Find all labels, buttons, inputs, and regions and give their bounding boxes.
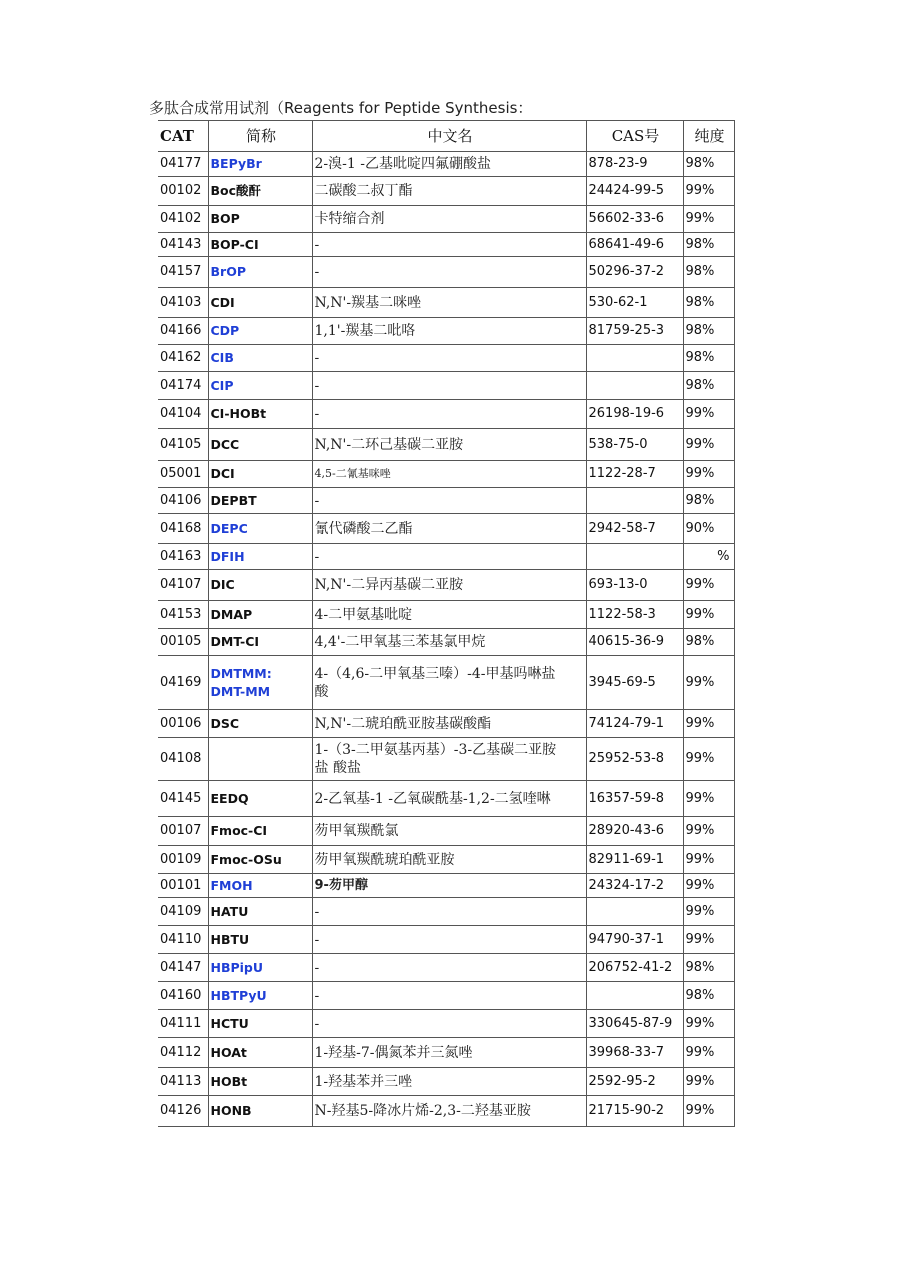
abbr-cell: BrOP xyxy=(208,257,312,288)
table-row xyxy=(158,898,734,926)
purity-cell: 99% xyxy=(683,429,734,461)
purity-cell: 99% xyxy=(683,570,734,601)
purity-cell: 98% xyxy=(683,288,734,318)
abbr-line: DMTMM: xyxy=(210,665,272,681)
cn-name-cell xyxy=(312,738,586,781)
purity-cell: 99% xyxy=(683,781,734,817)
cn-name-cell: 1-羟基苯并三唑 xyxy=(312,1068,586,1096)
cn-name-cell: - xyxy=(312,257,586,288)
cas-cell xyxy=(586,544,683,570)
cas-cell: 39968-33-7 xyxy=(586,1038,683,1068)
cas-cell: 530-62-1 xyxy=(586,288,683,318)
cas-cell xyxy=(586,345,683,372)
table-row xyxy=(158,488,734,514)
cas-cell: 74124-79-1 xyxy=(586,710,683,738)
cas-cell: 68641-49-6 xyxy=(586,233,683,257)
abbr-line: DMT-MM xyxy=(210,683,271,699)
table-row xyxy=(158,514,734,544)
abbr-cell: BOP xyxy=(208,206,312,233)
cas-cell: 16357-59-8 xyxy=(586,781,683,817)
cat-cell: 04143 xyxy=(158,233,208,257)
cn-name-line: 酸 xyxy=(314,683,329,700)
cas-cell: 25952-53-8 xyxy=(586,738,683,781)
cat-cell: 04160 xyxy=(158,982,208,1010)
purity-cell: 98% xyxy=(683,257,734,288)
cn-name-cell: - xyxy=(312,954,586,982)
cat-cell: 00109 xyxy=(158,846,208,874)
cas-cell: 693-13-0 xyxy=(586,570,683,601)
table-row xyxy=(158,152,734,177)
abbr-cell: DCC xyxy=(208,429,312,461)
cat-cell: 04169 xyxy=(158,656,208,710)
abbr-cell: HONB xyxy=(208,1096,312,1127)
cn-name-line: 4-（4,6-二甲氧基三嗪）-4-甲基吗啉盐 xyxy=(314,665,556,682)
table-row xyxy=(158,1068,734,1096)
cat-cell: 00106 xyxy=(158,710,208,738)
abbr-cell: CI-HOBt xyxy=(208,400,312,429)
table-row xyxy=(158,982,734,1010)
cat-cell: 04153 xyxy=(158,601,208,629)
table-row xyxy=(158,601,734,629)
table-row xyxy=(158,233,734,257)
purity-cell: 99% xyxy=(683,177,734,206)
table-row xyxy=(158,1010,734,1038)
purity-cell: 98% xyxy=(683,629,734,656)
abbr-cell: HOBt xyxy=(208,1068,312,1096)
purity-cell: 98% xyxy=(683,954,734,982)
abbr-cell: CIB xyxy=(208,345,312,372)
cn-name-cell: - xyxy=(312,488,586,514)
abbr-cell xyxy=(208,738,312,781)
purity-cell: 99% xyxy=(683,710,734,738)
cn-name-cell: - xyxy=(312,898,586,926)
cn-name-cell: 芴甲氧羰酰氯 xyxy=(312,817,586,846)
cn-name-cell: N,N'-二琥珀酰亚胺基碳酸酯 xyxy=(312,710,586,738)
cn-name-cell: N-羟基5-降冰片烯-2,3-二羟基亚胺 xyxy=(312,1096,586,1127)
abbr-cell: Boc酸酐 xyxy=(208,177,312,206)
cat-cell: 04166 xyxy=(158,318,208,345)
cat-cell: 04106 xyxy=(158,488,208,514)
purity-cell: 98% xyxy=(683,488,734,514)
purity-cell: 99% xyxy=(683,1096,734,1127)
abbr-cell: HBTU xyxy=(208,926,312,954)
cn-name-cell: 1-羟基-7-偶氮苯并三氮唑 xyxy=(312,1038,586,1068)
cat-cell: 04107 xyxy=(158,570,208,601)
cn-name-cell: - xyxy=(312,926,586,954)
cn-name-cell: - xyxy=(312,1010,586,1038)
cas-cell xyxy=(586,488,683,514)
cat-cell: 04174 xyxy=(158,372,208,400)
cn-name-cell: 氰代磷酸二乙酯 xyxy=(312,514,586,544)
abbr-cell: HATU xyxy=(208,898,312,926)
cas-cell: 878-23-9 xyxy=(586,152,683,177)
purity-cell: % xyxy=(683,544,734,570)
cat-cell: 04126 xyxy=(158,1096,208,1127)
purity-cell: 99% xyxy=(683,846,734,874)
table-row xyxy=(158,954,734,982)
cat-cell: 04157 xyxy=(158,257,208,288)
abbr-cell: FMOH xyxy=(208,874,312,898)
table-row xyxy=(158,288,734,318)
purity-cell: 99% xyxy=(683,926,734,954)
cas-cell: 82911-69-1 xyxy=(586,846,683,874)
abbr-cell: DMAP xyxy=(208,601,312,629)
table-row xyxy=(158,206,734,233)
cas-cell: 56602-33-6 xyxy=(586,206,683,233)
abbr-cell: EEDQ xyxy=(208,781,312,817)
cn-name-cell: - xyxy=(312,345,586,372)
header-purity: 纯度 xyxy=(683,121,734,152)
table-row xyxy=(158,400,734,429)
cn-name-cell: 9-芴甲醇 xyxy=(312,874,586,898)
cas-cell: 21715-90-2 xyxy=(586,1096,683,1127)
cas-cell: 330645-87-9 xyxy=(586,1010,683,1038)
purity-cell: 90% xyxy=(683,514,734,544)
cas-cell: 40615-36-9 xyxy=(586,629,683,656)
table-row xyxy=(158,429,734,461)
cn-name-cell: 卡特缩合剂 xyxy=(312,206,586,233)
cat-cell: 04102 xyxy=(158,206,208,233)
cn-name-cell: 4-二甲氨基吡啶 xyxy=(312,601,586,629)
cn-name-cell: N,N'-二环己基碳二亚胺 xyxy=(312,429,586,461)
abbr-cell: CDI xyxy=(208,288,312,318)
cat-cell: 04105 xyxy=(158,429,208,461)
cas-cell: 24424-99-5 xyxy=(586,177,683,206)
table-row xyxy=(158,1096,734,1127)
table-row xyxy=(158,177,734,206)
cat-cell: 04111 xyxy=(158,1010,208,1038)
cn-name-cell: 4,5-二氰基咪唑 xyxy=(312,461,586,488)
cat-cell: 04163 xyxy=(158,544,208,570)
table-row xyxy=(158,570,734,601)
cat-cell: 04112 xyxy=(158,1038,208,1068)
cas-cell: 26198-19-6 xyxy=(586,400,683,429)
table-row xyxy=(158,345,734,372)
table-row xyxy=(158,318,734,345)
purity-cell: 98% xyxy=(683,372,734,400)
cat-cell: 04168 xyxy=(158,514,208,544)
abbr-cell: DCI xyxy=(208,461,312,488)
purity-cell: 98% xyxy=(683,233,734,257)
abbr-cell: Fmoc-OSu xyxy=(208,846,312,874)
purity-cell: 98% xyxy=(683,318,734,345)
cat-cell: 04103 xyxy=(158,288,208,318)
purity-cell: 98% xyxy=(683,345,734,372)
abbr-cell: HBTPyU xyxy=(208,982,312,1010)
cas-cell: 2942-58-7 xyxy=(586,514,683,544)
abbr-cell: HCTU xyxy=(208,1010,312,1038)
cat-cell: 00107 xyxy=(158,817,208,846)
cas-cell: 81759-25-3 xyxy=(586,318,683,345)
cas-cell: 206752-41-2 xyxy=(586,954,683,982)
table-row xyxy=(158,781,734,817)
cn-name-cell: - xyxy=(312,400,586,429)
cas-cell xyxy=(586,898,683,926)
cn-name-line: 1-（3-二甲氨基丙基）-3-乙基碳二亚胺 xyxy=(314,742,557,758)
purity-cell: 98% xyxy=(683,152,734,177)
cat-cell: 00102 xyxy=(158,177,208,206)
table-row xyxy=(158,738,734,781)
cas-cell: 50296-37-2 xyxy=(586,257,683,288)
abbr-cell: Fmoc-CI xyxy=(208,817,312,846)
cat-cell: 04113 xyxy=(158,1068,208,1096)
cas-cell: 24324-17-2 xyxy=(586,874,683,898)
cn-name-cell: 2-溴-1 -乙基吡啶四氟硼酸盐 xyxy=(312,152,586,177)
abbr-cell: HBPipU xyxy=(208,954,312,982)
abbr-cell: DEPBT xyxy=(208,488,312,514)
cat-cell: 04145 xyxy=(158,781,208,817)
abbr-cell: BEPyBr xyxy=(208,152,312,177)
table-row xyxy=(158,710,734,738)
purity-cell: 99% xyxy=(683,656,734,710)
cat-cell: 04110 xyxy=(158,926,208,954)
header-row xyxy=(158,121,734,152)
cn-name-cell: N,N'-二异丙基碳二亚胺 xyxy=(312,570,586,601)
table-row xyxy=(158,874,734,898)
cas-cell: 1122-58-3 xyxy=(586,601,683,629)
header-cas: CAS号 xyxy=(586,121,683,152)
purity-cell: 99% xyxy=(683,400,734,429)
cat-cell: 04177 xyxy=(158,152,208,177)
cat-cell: 00101 xyxy=(158,874,208,898)
abbr-cell: HOAt xyxy=(208,1038,312,1068)
table-row xyxy=(158,461,734,488)
purity-cell: 99% xyxy=(683,738,734,781)
table-row xyxy=(158,1038,734,1068)
abbr-cell: DEPC xyxy=(208,514,312,544)
table-row xyxy=(158,544,734,570)
cn-name-cell: - xyxy=(312,233,586,257)
purity-cell: 99% xyxy=(683,1010,734,1038)
table-row xyxy=(158,372,734,400)
abbr-cell: DSC xyxy=(208,710,312,738)
cat-cell: 04162 xyxy=(158,345,208,372)
table-row xyxy=(158,926,734,954)
purity-cell: 99% xyxy=(683,898,734,926)
purity-cell: 98% xyxy=(683,982,734,1010)
table-row xyxy=(158,656,734,710)
cn-name-cell: - xyxy=(312,372,586,400)
reagents-table xyxy=(158,120,735,1127)
abbr-cell xyxy=(208,656,312,710)
cn-name-cell: - xyxy=(312,544,586,570)
cat-cell: 05001 xyxy=(158,461,208,488)
purity-cell: 99% xyxy=(683,601,734,629)
abbr-cell: DMT-CI xyxy=(208,629,312,656)
purity-cell: 99% xyxy=(683,206,734,233)
cn-name-cell: 4,4'-二甲氧基三苯基氯甲烷 xyxy=(312,629,586,656)
cas-cell: 538-75-0 xyxy=(586,429,683,461)
cn-name-line: 盐 酸盐 xyxy=(314,760,361,776)
header-cn: 中文名 xyxy=(312,121,586,152)
cn-name-cell: 2-乙氧基-1 -乙氧碳酰基-1,2-二氢喹啉 xyxy=(312,781,586,817)
cas-cell: 1122-28-7 xyxy=(586,461,683,488)
table-row xyxy=(158,257,734,288)
cas-cell: 3945-69-5 xyxy=(586,656,683,710)
cat-cell: 04109 xyxy=(158,898,208,926)
abbr-cell: CIP xyxy=(208,372,312,400)
abbr-cell: DIC xyxy=(208,570,312,601)
purity-cell: 99% xyxy=(683,1068,734,1096)
table-row xyxy=(158,817,734,846)
cas-cell: 2592-95-2 xyxy=(586,1068,683,1096)
cat-cell: 00105 xyxy=(158,629,208,656)
header-cat: CAT xyxy=(158,121,208,152)
cn-name-cell: 二碳酸二叔丁酯 xyxy=(312,177,586,206)
cas-cell: 28920-43-6 xyxy=(586,817,683,846)
purity-cell: 99% xyxy=(683,1038,734,1068)
cat-cell: 04108 xyxy=(158,738,208,781)
cat-cell: 04104 xyxy=(158,400,208,429)
table-row xyxy=(158,629,734,656)
cas-cell xyxy=(586,982,683,1010)
abbr-cell: CDP xyxy=(208,318,312,345)
cn-name-cell xyxy=(312,656,586,710)
purity-cell: 99% xyxy=(683,874,734,898)
header-abbr: 简称 xyxy=(208,121,312,152)
cas-cell: 94790-37-1 xyxy=(586,926,683,954)
cn-name-cell: 1,1'-羰基二吡咯 xyxy=(312,318,586,345)
cas-cell xyxy=(586,372,683,400)
abbr-cell: BOP-CI xyxy=(208,233,312,257)
cn-name-cell: 芴甲氧羰酰琥珀酰亚胺 xyxy=(312,846,586,874)
purity-cell: 99% xyxy=(683,817,734,846)
cat-cell: 04147 xyxy=(158,954,208,982)
document-title: 多肽合成常用试剂（Reagents for Peptide Synthesis： xyxy=(149,99,533,117)
abbr-cell: DFIH xyxy=(208,544,312,570)
cn-name-cell: N,N'-羰基二咪唑 xyxy=(312,288,586,318)
purity-cell: 99% xyxy=(683,461,734,488)
cn-name-cell: - xyxy=(312,982,586,1010)
table-row xyxy=(158,846,734,874)
